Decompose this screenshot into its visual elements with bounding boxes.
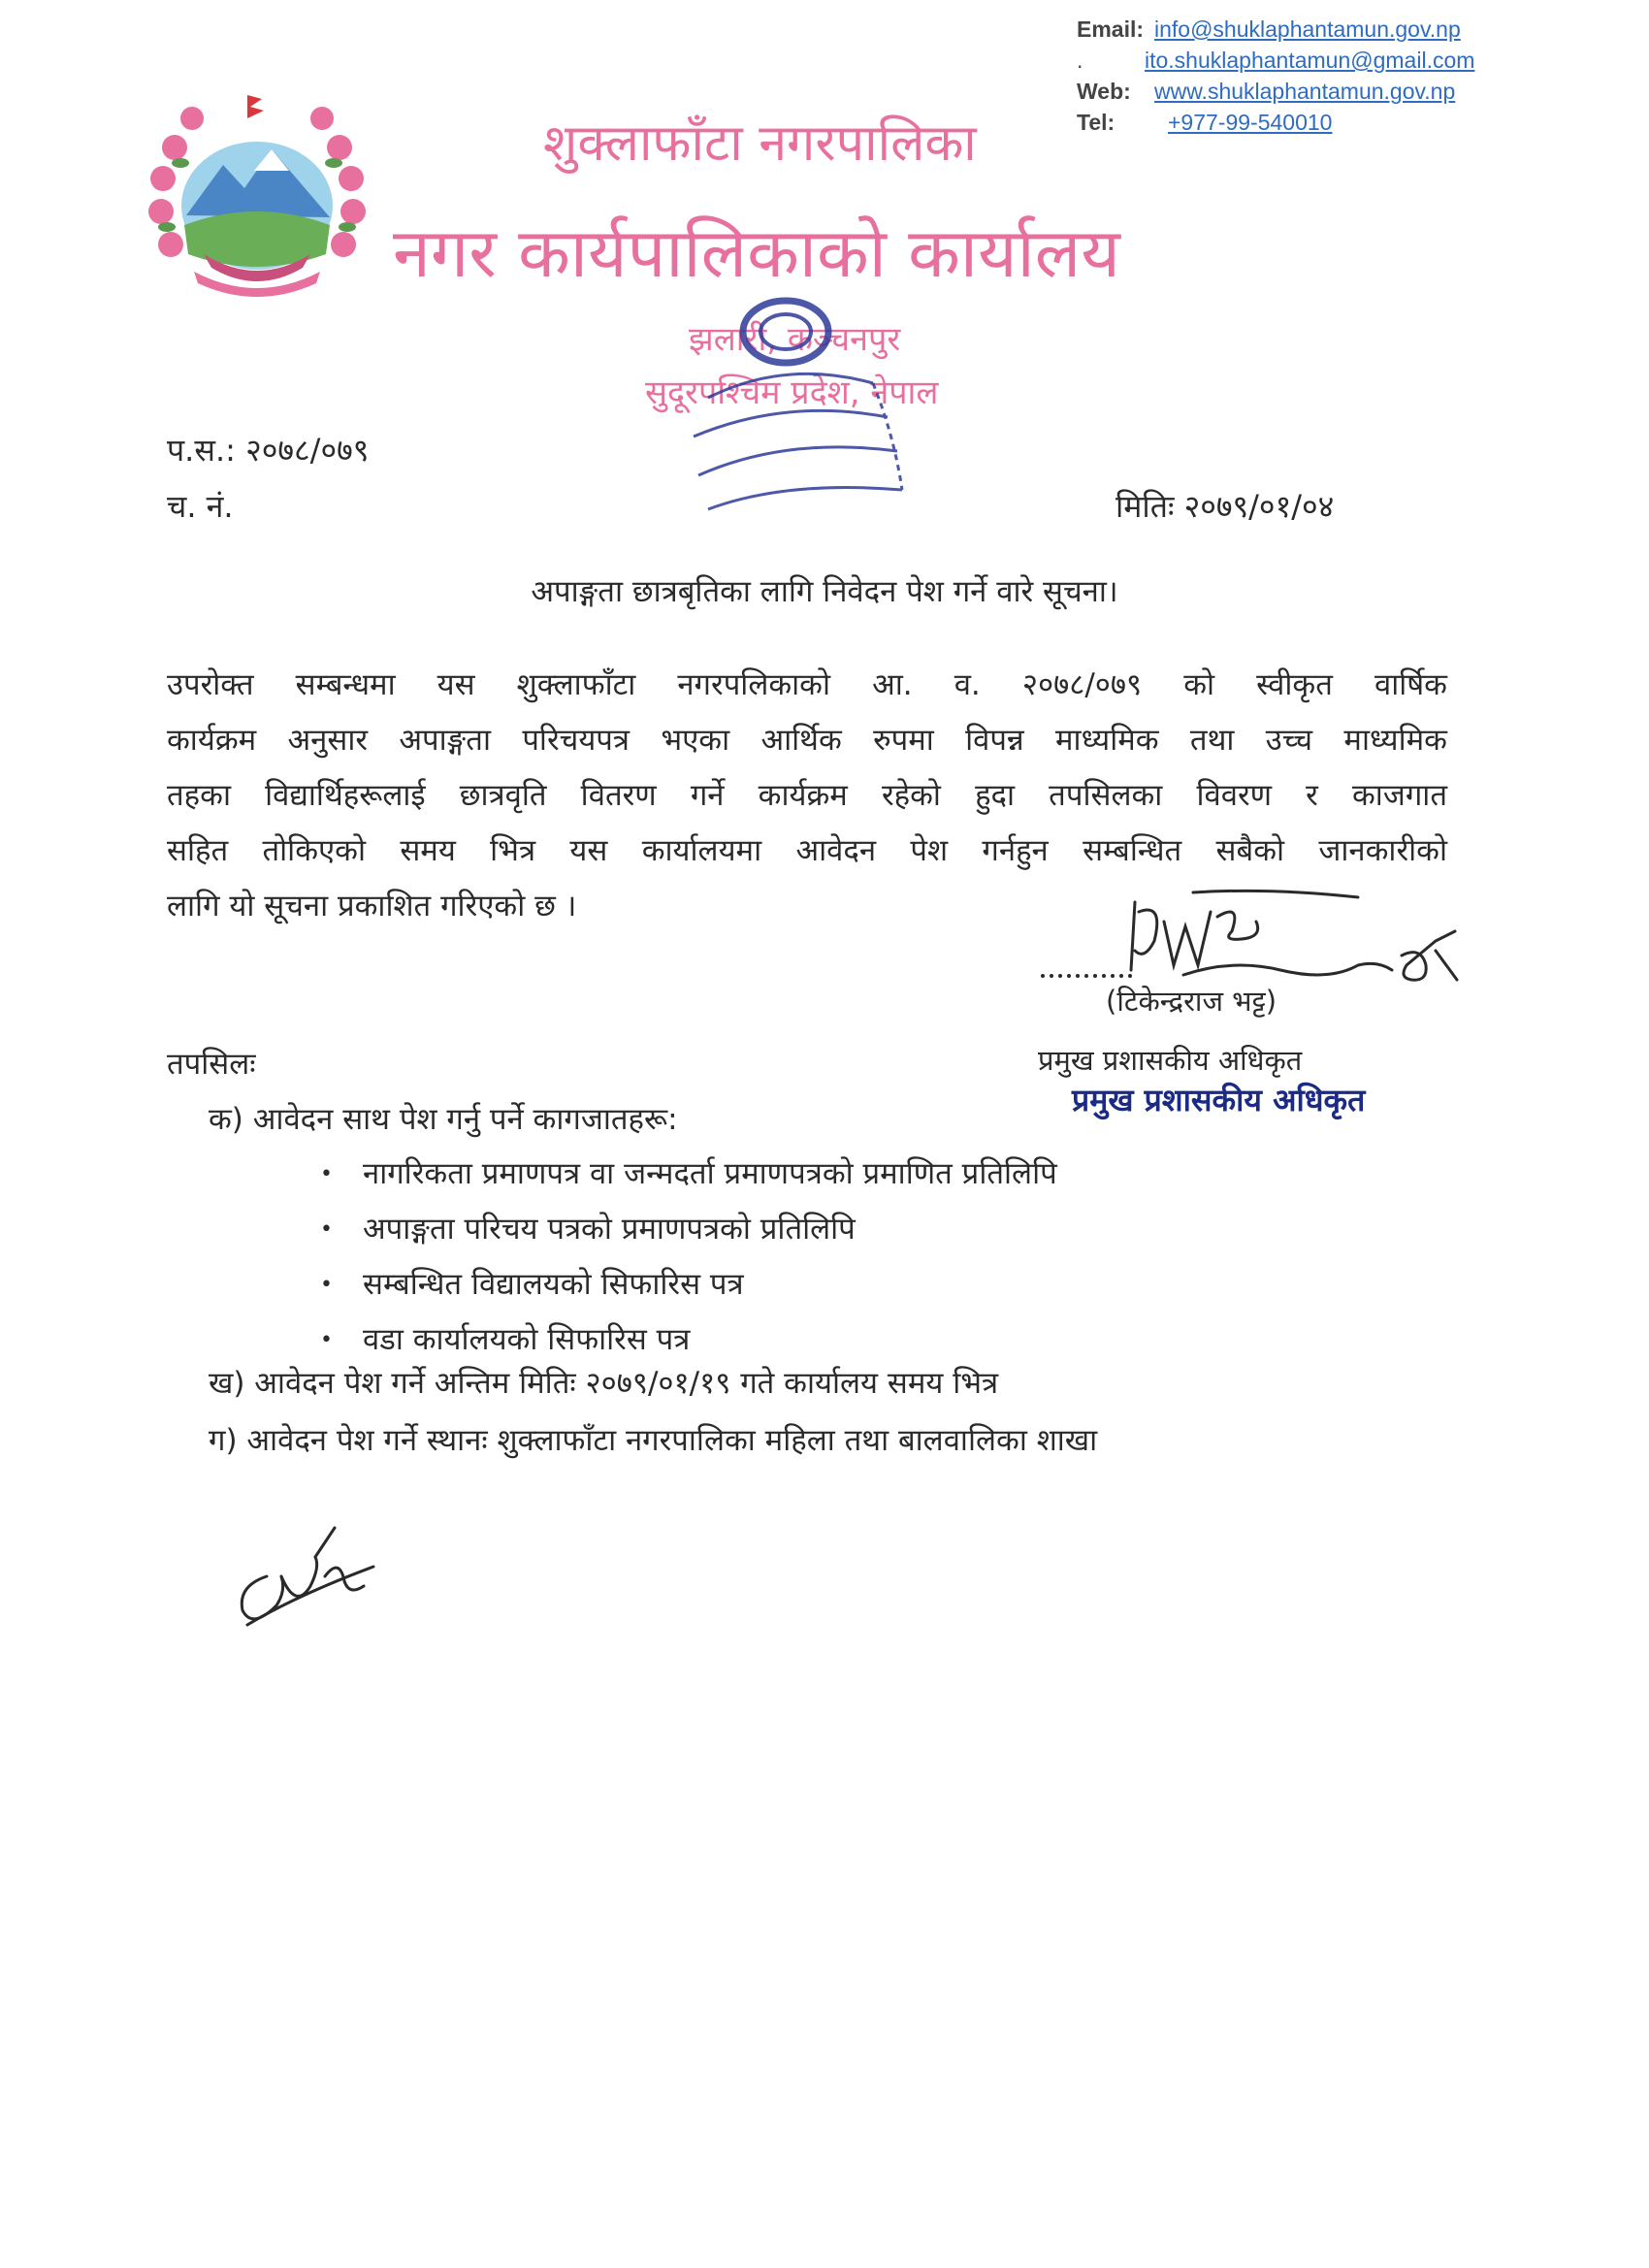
address-line-1: झलारी, कञ्चनपुर	[689, 320, 901, 359]
web-label: Web:	[1077, 79, 1131, 104]
body-line: उपरोक्त सम्बन्धमा यस शुक्लाफाँटा नगरपलिकाको आ. व. २०७८/०७९ को स्वीकृत वार्षिक	[167, 667, 1447, 702]
list-item	[320, 1202, 1057, 1257]
email-link-2[interactable]: ito.shuklaphantamun@gmail.com	[1145, 48, 1475, 73]
document-item: सम्बन्धित विद्यालयको सिफारिस पत्र	[363, 1267, 744, 1302]
bullet-icon: •	[320, 1328, 333, 1352]
list-item	[320, 1257, 1057, 1312]
bullet-icon: •	[320, 1217, 333, 1242]
office-name: नगर कार्यपालिकाको कार्यालय	[393, 213, 1120, 293]
tel-label: Tel:	[1077, 110, 1116, 135]
body-line: तहका विद्यार्थिहरूलाई छात्रवृति वितरण गर्ने कार्यक्रम रहेको हुदा तपसिलका विवरण र काजगात	[167, 778, 1447, 813]
handwritten-initial	[228, 1518, 383, 1635]
document-item: नागरिकता प्रमाणपत्र वा जन्मदर्ता प्रमाणपत्रको प्रमाणित प्रतिलिपि	[363, 1156, 1057, 1191]
document-date: मितिः २०७९/०१/०४	[1116, 488, 1335, 525]
web-link[interactable]: www.shuklaphantamun.gov.np	[1154, 79, 1456, 104]
email-label: Email:	[1077, 16, 1145, 42]
tel-link[interactable]: +977-99-540010	[1168, 110, 1333, 135]
email-2-prefix: .	[1077, 48, 1083, 73]
list-item	[320, 1312, 1057, 1368]
signer-name: (टिकेन्द्रराज भट्ट)	[1106, 985, 1277, 1018]
required-documents-heading: क) आवेदन साथ पेश गर्नु पर्ने कागजातहरू:	[209, 1102, 678, 1137]
body-line: लागि यो सूचना प्रकाशित गरिएको छ ।	[167, 889, 577, 923]
body-line: कार्यक्रम अनुसार अपाङ्गता परिचयपत्र भएका आर्थिक रुपमा विपन्न माध्यमिक तथा उच्च माध्यमिक	[167, 723, 1447, 758]
document-item: वडा कार्यालयको सिफारिस पत्र	[363, 1322, 691, 1357]
dispatch-number: च. नं.	[167, 488, 234, 525]
notice-title: अपाङ्गता छात्रबृतिका लागि निवेदन पेश गर्ने वारे सूचना।	[531, 574, 1118, 609]
address-line-2: सुदूरपश्चिम प्रदेश, नेपाल	[645, 373, 939, 412]
email-link-1[interactable]: info@shuklaphantamun.gov.np	[1154, 16, 1461, 42]
bullet-icon: •	[320, 1162, 333, 1186]
bullet-icon: •	[320, 1273, 333, 1297]
nepal-emblem-icon	[136, 89, 378, 303]
deadline-line: ख) आवेदन पेश गर्ने अन्तिम मितिः २०७९/०१/१९ गते कार्यालय समय भित्र	[209, 1366, 999, 1401]
designation-stamp: प्रमुख प्रशासकीय अधिकृत	[1072, 1082, 1366, 1118]
details-heading: तपसिलः	[167, 1047, 256, 1082]
list-item	[320, 1147, 1057, 1202]
municipality-name: शुक्लाफाँटा नगरपालिका	[543, 114, 977, 173]
reference-number: प.स.: २०७८/०७९	[167, 432, 370, 469]
document-item: अपाङ्गता परिचय पत्रको प्रमाणपत्रको प्रतिलिपि	[363, 1212, 856, 1247]
signer-designation: प्रमुख प्रशासकीय अधिकृत	[1038, 1044, 1303, 1077]
body-line: सहित तोकिएको समय भित्र यस कार्यालयमा आवेदन पेश गर्नहुन सम्बन्धित सबैको जानकारीको	[167, 833, 1447, 868]
contact-block	[1077, 14, 1639, 138]
required-documents-list	[320, 1147, 1057, 1368]
submission-place-line: ग) आवेदन पेश गर्ने स्थानः शुक्लाफाँटा नगरपालिका महिला तथा बालवालिका शाखा	[209, 1423, 1098, 1458]
office-seal-stamp	[640, 291, 931, 534]
